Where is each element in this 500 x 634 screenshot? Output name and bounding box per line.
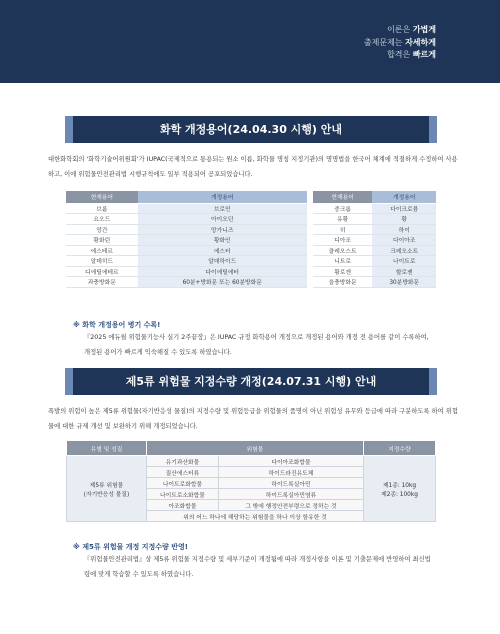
header-current-term: 현재용어: [313, 191, 373, 203]
table-row: [66, 224, 436, 235]
current-term-cell: 알데히드: [66, 256, 138, 267]
current-term-cell: 을충방화문: [313, 277, 373, 288]
current-term-cell: 클레오스트: [313, 245, 373, 256]
section2-note-title: ※ 제5류 위험물 개정 지정수량 반영!: [73, 543, 188, 551]
table-header-row: [67, 441, 436, 456]
table-row: [66, 214, 436, 225]
revised-term-cell: 아이오딘: [138, 214, 307, 225]
revised-term-cell: 에스터: [138, 245, 307, 256]
section1-title: 화학 개정용어(24.04.30 시행) 안내: [73, 116, 429, 143]
revised-term-cell: 다이에틸에터: [138, 266, 307, 277]
current-term-cell: 과충방화문: [66, 277, 138, 288]
current-term-cell: 브롬: [66, 203, 138, 214]
table-row: [66, 277, 436, 288]
substance-cell: 다이아조화합물: [218, 456, 363, 467]
revised-term-cell: 황: [372, 214, 436, 225]
revised-term-cell: 30분방화문: [372, 277, 436, 288]
header-quantity: 지정수량: [364, 441, 436, 456]
substance-cell: 유기과산화물: [147, 456, 219, 467]
revised-term-cell: 60분+방화문 또는 60분방화문: [138, 277, 307, 288]
substance-cell: 나이트로화합물: [147, 478, 219, 489]
substance-cell: 하이드라진유도체: [218, 467, 363, 478]
section1-note-title: ※ 화학 개정용어 병기 수록!: [73, 321, 161, 329]
table-row: [67, 456, 436, 467]
current-term-cell: 에스테르: [66, 245, 138, 256]
table-row: [66, 235, 436, 246]
header-revised-term: 개정용어: [372, 191, 436, 203]
revised-term-cell: 할로젠: [372, 266, 436, 277]
current-term-cell: 요오드: [66, 214, 138, 225]
table-row: [66, 266, 436, 277]
substance-cell: 나이트로소화합물: [147, 489, 219, 500]
current-term-cell: 중크롬: [313, 203, 373, 214]
header-revised-term: 개정용어: [138, 191, 307, 203]
section2-title: 제5류 위험물 지정수량 개정(24.07.31 시행) 안내: [73, 368, 429, 395]
substance-cell: 질산에스터류: [147, 467, 219, 478]
substance-cell: 하이드록실아민염류: [218, 489, 363, 500]
section2-note-text: 『위험물안전관리법』상 제5류 위험물 지정수량 및 세부기준이 개정됨에 따라 개정사항을 이론 및 기출문제에 반영하여 최신법령에 맞게 학습할 수 있도록 하였습니다.: [84, 556, 431, 578]
revised-term-cell: 알데하이드: [138, 256, 307, 267]
current-term-cell: 디아조: [313, 235, 373, 246]
revised-term-cell: 브로민: [138, 203, 307, 214]
current-term-cell: 디에틸에테르: [66, 266, 138, 277]
revised-term-cell: 다이크로뮴: [372, 203, 436, 214]
section1-note-text: 『2025 에듀윌 위험물기능사 실기 2주끝장』은 IUPAC 규정 화학용어 개정으로 개정된 용어와 개정 전 용어를 같이 수록하여, 개정된 용어가 빠르게 익숙해질 수 있도록 하였습니다.: [84, 334, 429, 356]
revised-term-cell: 다이아조: [372, 235, 436, 246]
current-term-cell: 망간: [66, 224, 138, 235]
table-row: [66, 256, 436, 267]
terminology-table: [66, 191, 436, 288]
substance-cell: 그 밖에 행정안전부령으로 정하는 것: [218, 500, 363, 511]
quantity-cell: 제1종: 10kg 제2종: 100kg: [364, 456, 436, 522]
header-substance: 위험물: [147, 441, 364, 456]
current-term-cell: 황화린: [66, 235, 138, 246]
section1-intro: 대한화학회의 '화학기술어위원회'가 IUPAC(국제적으로 통용되는 원소 이름, 화학물 명칭 지정기관)의 명명법을 한국어 체계에 적절하게 수정하여 사용하고, 이에 위험물안전관리법 시행규칙에도 일부 적용되어 공포되었습니다.: [48, 156, 458, 178]
substance-footer-cell: 위의 어느 하나에 해당하는 위험물을 하나 이상 함유한 것: [147, 511, 364, 522]
revised-term-cell: 황화인: [138, 235, 307, 246]
revised-term-cell: 하이: [372, 224, 436, 235]
current-term-cell: 니트로: [313, 256, 373, 267]
hazmat-table: [66, 440, 436, 522]
category-cell: 제5류 위험물 (자기반응성 물질): [67, 456, 147, 522]
revised-term-cell: 크레오소트: [372, 245, 436, 256]
table-row: [66, 245, 436, 256]
current-term-cell: 히: [313, 224, 373, 235]
header-category: 유별 및 성질: [67, 441, 147, 456]
header-current-term: 현재용어: [66, 191, 138, 203]
substance-cell: 하이드록실아민: [218, 478, 363, 489]
table-row: [66, 203, 436, 214]
current-term-cell: 유황: [313, 214, 373, 225]
slogan: 이론은 가볍게 출제문제는 자세하게 합격은 빠르게: [363, 25, 436, 59]
table-header-row: [66, 191, 436, 203]
substance-cell: 아조화합물: [147, 500, 219, 511]
revised-term-cell: 망가니즈: [138, 224, 307, 235]
section2-intro: 폭발의 위험이 높은 제5류 위험물(자기반응성 물질)의 지정수량 및 위험등급을 위험물의 품명이 아닌 위험성 유무와 등급에 따라 구분하도록 하여 위험물에 대한 규제 개선 및 보완하기 위해 개정되었습니다.: [48, 408, 458, 430]
current-term-cell: 황로겐: [313, 266, 373, 277]
revised-term-cell: 나이트로: [372, 256, 436, 267]
